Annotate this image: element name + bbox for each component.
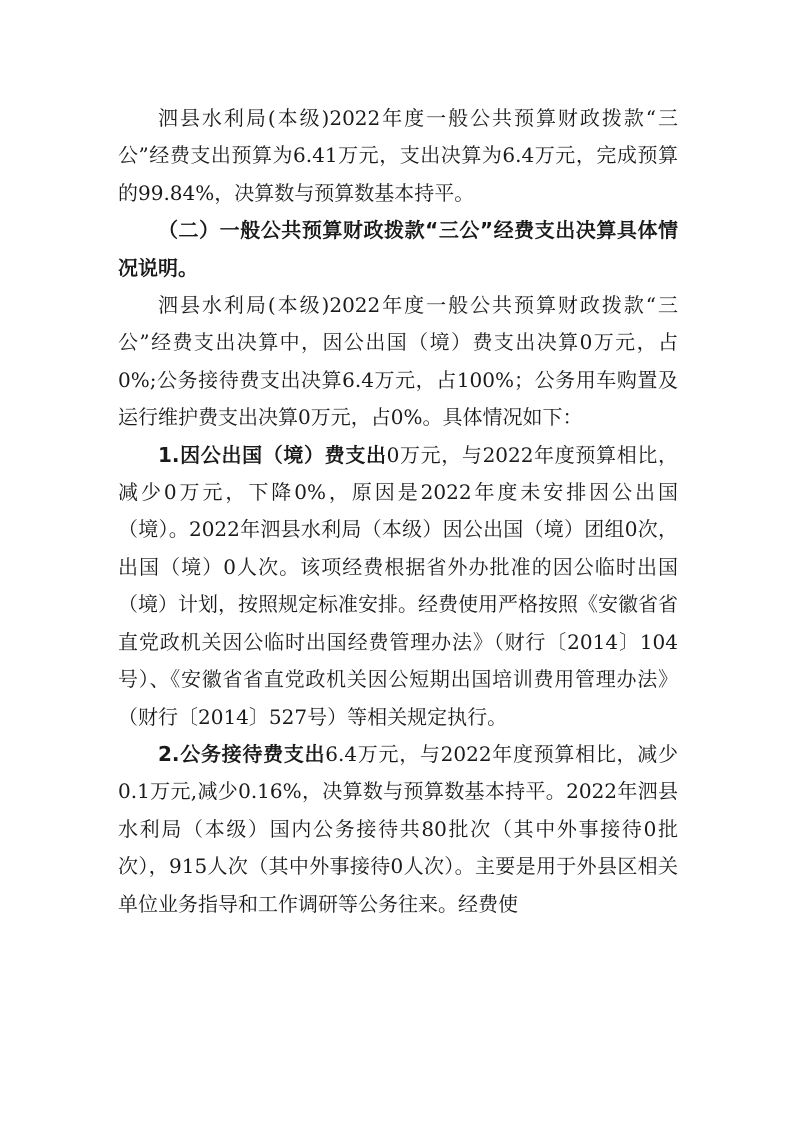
text-official-reception: 6.4万元，与2022年度预算相比，减少0.1万元,减少0.16%，决算数与预算数基本持平。2022年泗县水利局（本级）国内公务接待共80批次（其中外事接待0批次），915人次（其中外事接待0人次）。主要是用于外县区相关单位业务指导和工作调研等公务往来。经费使 xyxy=(118,741,678,916)
paragraph-expense-breakdown: 泗县水利局(本级)2022年度一般公共预算财政拨款“三公”经费支出决算中，因公出国（境）费支出决算0万元，占0%;公务接待费支出决算6.4万元，占100%；公务用车购置及运行维护费支出决算0万元，占0%。具体情况如下： xyxy=(118,293,678,430)
paragraph-budget-summary: 泗县水利局(本级)2022年度一般公共预算财政拨款“三公”经费支出预算为6.41万元，支出决算为6.4万元，完成预算的99.84%，决算数与预算数基本持平。 xyxy=(118,106,678,205)
document-body xyxy=(118,100,678,923)
text-overseas-travel: 0万元，与2022年度预算相比，减少0万元，下降0%，原因是2022年度未安排因公出国（境）。2022年泗县水利局（本级）因公出国（境）团组0次，出国（境）0人次。该项经费根据省外办批准的因公临时出国（境）计划，按照规定标准安排。经费使用严格按照《安徽省省直党政机关因公临时出国经费管理办法》（财行〔2014〕104号）、《安徽省省直党政机关因公短期出国培训费用管理办法》（财行〔2014〕527号）等相关规定执行。 xyxy=(118,442,679,729)
section-heading-details: （二）一般公共预算财政拨款“三公”经费支出决算具体情况说明。 xyxy=(118,218,678,280)
lead-overseas-travel: 1.因公出国（境）费支出 xyxy=(158,442,387,467)
paragraph-official-reception xyxy=(118,736,678,923)
lead-official-reception: 2.公务接待费支出 xyxy=(158,741,326,766)
paragraph-overseas-travel xyxy=(118,437,678,736)
